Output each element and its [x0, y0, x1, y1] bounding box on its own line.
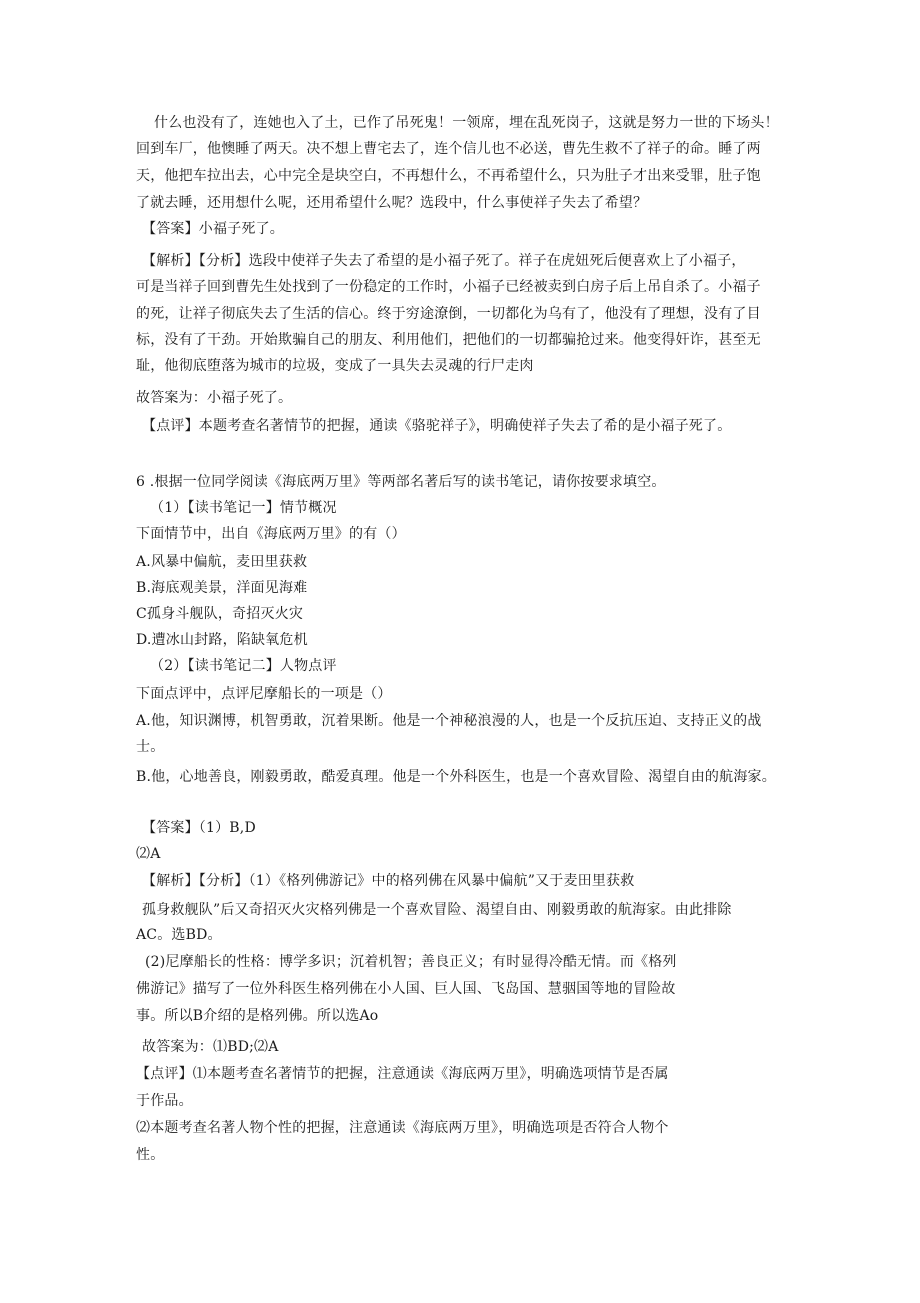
part2-option-a: A.他，知识渊博，机智勇敢，沉着果断。他是一个神秘浪漫的人，也是一个反抗压迫、支持正义的战 — [136, 713, 762, 729]
analysis-line: AC。选BD。 — [136, 927, 222, 943]
option-a: A.风暴中偏航，麦田里获救 — [136, 554, 308, 570]
part2-title: （2）【读书笔记二】人物点评 — [150, 658, 337, 674]
part1-title: （1）【读书笔记一】情节概况 — [150, 500, 337, 516]
answer-label: 【答案】小福子死了。 — [142, 221, 284, 237]
comment: 【点评】⑴本题考查名著情节的把握，注意通读《海底两万里》，明确选项情节是否属 — [136, 1066, 669, 1082]
comment: 【点评】本题考查名著情节的把握，通读《骆驼祥子》，明确使祥子失去了希的是小福子死了。 — [142, 418, 732, 434]
analysis-line: 【解析】【分析】（1）《格列佛游记》中的格列佛在风暴中偏航”又于麦田里获救 — [142, 873, 635, 889]
passage-line: 什么也没有了，连她也入了土，已作了吊死鬼！一领席，埋在乱死岗子，这就是努力一世的下场头！ — [154, 115, 779, 131]
answer-part2: ⑵A — [136, 846, 161, 862]
analysis-line: 耻，他彻底堕落为城市的垃圾，变成了一具失去灵魂的行尸走肉 — [136, 358, 534, 374]
analysis-line: 事。所以B介绍的是格列佛。所以选Ao — [136, 1008, 379, 1024]
option-d: D.遭冰山封路，陷缺氧危机 — [136, 632, 308, 648]
comment: 于作品。 — [136, 1093, 193, 1109]
option-c: C孤身斗舰队，奇招灭火灾 — [136, 606, 304, 622]
analysis-line: 佛游记》描写了一位外科医生格列佛在小人国、巨人国、飞岛国、慧骃国等地的冒险故 — [136, 981, 676, 997]
answer-label: 【答案】（1）B,D — [142, 820, 256, 836]
final-answer: 故答案为：小福子死了。 — [136, 390, 293, 406]
part2-prompt: 下面点评中，点评尼摩船长的一项是（） — [136, 686, 392, 702]
passage-line: 回到车厂，他懊睡了两天。决不想上曹宅去了，连个信儿也不必送，曹先生救不了祥子的命。睡了两 — [136, 141, 761, 157]
part2-option-b: B.他，心地善良，刚毅勇敢，酷爱真理。他是一个外科医生，也是一个喜欢冒险、渴望自由的航海家。 — [136, 769, 776, 785]
final-answer: 故答案为：⑴BD;⑵A — [142, 1039, 279, 1055]
option-b: B.海底观美景，洋面见海难 — [136, 580, 308, 596]
part2-option-a-cont: 士。 — [136, 739, 165, 755]
part1-prompt: 下面情节中，出自《海底两万里》的有（） — [136, 526, 406, 542]
analysis-line: 可是当祥子回到曹先生处找到了一份稳定的工作时，小福子已经被卖到白房子后上吊自杀了。小福子 — [136, 279, 761, 295]
comment: ⑵本题考查名著人物个性的把握，注意通读《海底两万里》，明确选项是否符合人物个 — [136, 1120, 669, 1136]
analysis-line: 标，没有了干劲。开始欺骗自己的朋友、利用他们，把他们的一切都骗抢过来。他变得奸诈，甚至无 — [136, 332, 761, 348]
question-stem: 6 .根据一位同学阅读《海底两万里》等两部名著后写的读书笔记，请你按要求填空。 — [136, 474, 666, 490]
analysis-line: (2)尼摩船长的性格：博学多识；沉着机智；善良正义；有时显得冷酷无情。而《格列 — [145, 954, 677, 970]
analysis-line: 【解析】【分析】选段中使祥子失去了希望的是小福子死了。祥子在虎妞死后便喜欢上了小福子， — [142, 253, 746, 269]
passage-line: 了就去睡，还用想什么呢，还用希望什么呢？选段中，什么事使祥子失去了希望？ — [136, 195, 648, 211]
passage-line: 天，他把车拉出去，心中完全是块空白，不再想什么，不再希望什么，只为肚子才出来受罪，肚子饱 — [136, 168, 761, 184]
analysis-line: 的死，让祥子彻底失去了生活的信心。终于穷途潦倒，一切都化为乌有了，他没有了理想，没有了目 — [136, 306, 761, 322]
analysis-line: 孤身救舰队”后又奇招灭火灾格列佛是一个喜欢冒险、渴望自由、刚毅勇敢的航海家。由此排除 — [142, 902, 732, 918]
comment: 性。 — [136, 1147, 165, 1163]
